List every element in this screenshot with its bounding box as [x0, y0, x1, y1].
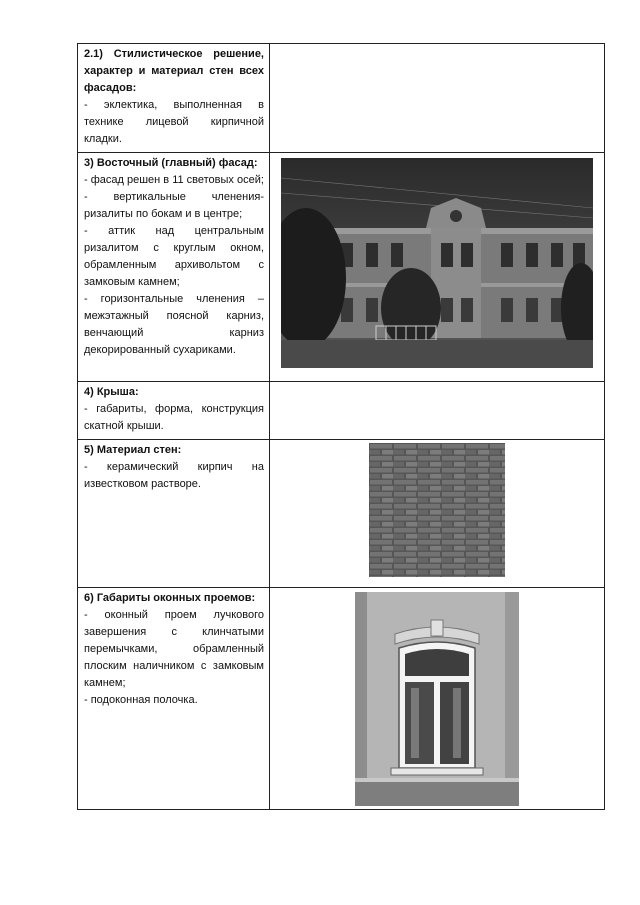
table-row: [78, 44, 605, 153]
section-body-line: - вертикальные членения-: [84, 191, 264, 203]
section-title-line: фасадов:: [84, 82, 137, 94]
image-cell: [270, 153, 605, 382]
section-east-facade: [78, 153, 269, 363]
window-photo: [355, 592, 519, 806]
section-body-line: - эклектика, выполненная в: [84, 99, 264, 111]
section-body-line: перемычками, обрамленный: [84, 643, 264, 655]
table-row: [78, 588, 605, 810]
image-cell: [270, 588, 605, 810]
section-body-line: ризалиты по бокам и в центре;: [84, 208, 243, 220]
section-body-line: камнем;: [84, 677, 126, 689]
image-cell-empty: [270, 44, 605, 153]
section-body-line: декорированный сухариками.: [84, 344, 236, 356]
text-cell: [78, 382, 270, 440]
section-title-line: характер и материал стен всех: [84, 65, 264, 77]
section-body-line: обрамленным архивольтом с: [84, 259, 264, 271]
table-row: [78, 382, 605, 440]
section-body-line: - аттик над центральным: [84, 225, 264, 237]
brick-wall-photo: [369, 443, 505, 577]
table-row: [78, 440, 605, 588]
section-body-line: замковым камнем;: [84, 276, 180, 288]
section-body-line: венчающий карниз: [84, 327, 264, 339]
section-body-line: - фасад решен в 11 световых осей;: [84, 174, 264, 186]
section-title-line: 5) Материал стен:: [84, 444, 182, 456]
section-title-line: 6) Габариты оконных проемов:: [84, 592, 256, 604]
section-stylistic: [78, 44, 269, 152]
section-body-line: плоским наличником с замковым: [84, 660, 264, 672]
section-body-line: ризалитом с круглым окном,: [84, 242, 264, 254]
section-body-line: - габариты, форма, конструкция: [84, 403, 264, 415]
section-body-line: завершения с клинчатыми: [84, 626, 264, 638]
section-body-line: кладки.: [84, 133, 122, 145]
facade-description-table: [77, 43, 605, 810]
section-body-line: - горизонтальные членения –: [84, 293, 264, 305]
section-body-line: скатной крыши.: [84, 420, 164, 432]
text-cell: [78, 44, 270, 153]
section-body-line: - оконный проем лучкового: [84, 609, 264, 621]
section-body-line: - подоконная полочка.: [84, 694, 198, 706]
section-body-line: известковом растворе.: [84, 478, 201, 490]
section-body-line: технике лицевой кирпичной: [84, 116, 264, 128]
text-cell: [78, 153, 270, 382]
section-body-line: межэтажный поясной карниз,: [84, 310, 264, 322]
section-title-line: 2.1) Стилистическое решение,: [84, 48, 264, 60]
section-window-openings: [78, 588, 269, 713]
facade-photo: [281, 158, 593, 368]
section-roof: [78, 382, 269, 439]
section-title-line: 4) Крыша:: [84, 386, 139, 398]
section-body-line: - керамический кирпич на: [84, 461, 264, 473]
text-cell: [78, 440, 270, 588]
table-row: [78, 153, 605, 382]
section-title-line: 3) Восточный (главный) фасад:: [84, 157, 258, 169]
text-cell: [78, 588, 270, 810]
image-cell-empty: [270, 382, 605, 440]
section-wall-material: [78, 440, 269, 497]
image-cell: [270, 440, 605, 588]
